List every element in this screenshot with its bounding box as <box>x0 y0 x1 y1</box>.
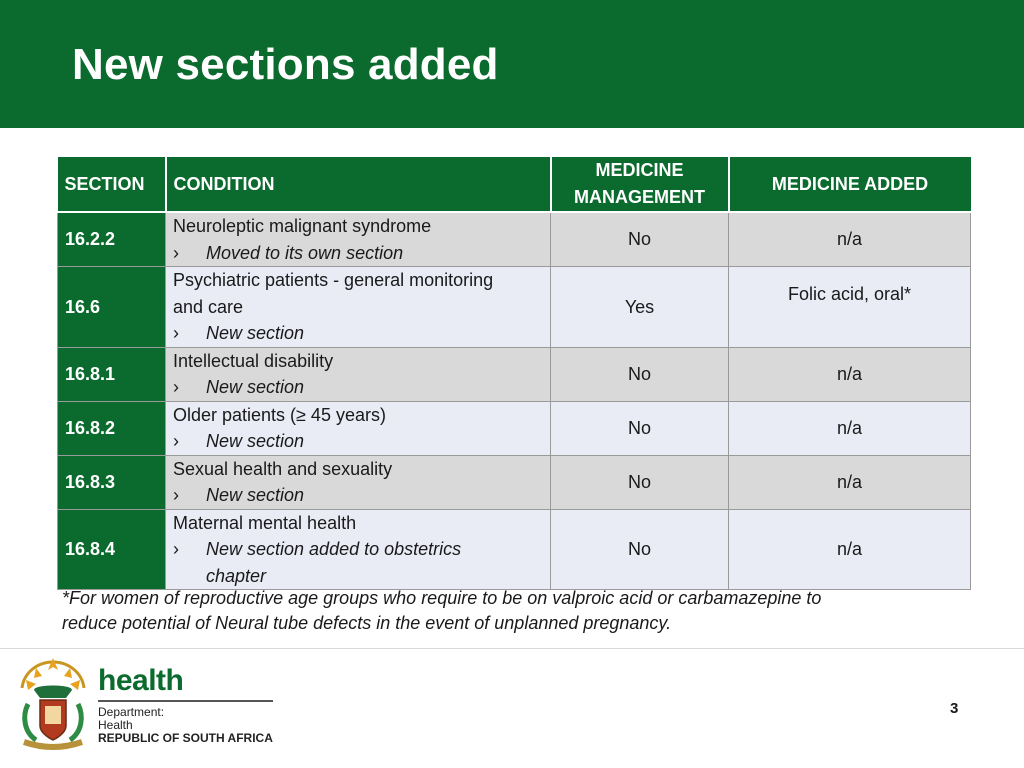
condition-title: Sexual health and sexuality <box>173 458 393 479</box>
bullet-text-line1: New section added to obstetrics <box>206 539 462 559</box>
medicine-added-cell: n/a <box>729 212 971 267</box>
condition-bullet <box>173 320 543 347</box>
condition-cell <box>166 401 551 455</box>
table-header-row <box>58 157 971 212</box>
table-row <box>58 455 971 509</box>
bullet-chevron-icon: › <box>173 431 179 451</box>
bullet-text: New section <box>206 485 305 505</box>
bullet-chevron-icon: › <box>173 242 179 263</box>
medicine-management-cell: No <box>551 401 729 455</box>
condition-cell <box>166 347 551 401</box>
condition-title: Neuroleptic malignant syndrome <box>173 216 432 236</box>
bullet-chevron-icon: › <box>173 539 179 559</box>
header-medicine-management <box>551 157 729 212</box>
medicine-management-cell: No <box>551 347 729 401</box>
condition-title: Maternal mental health <box>173 512 357 533</box>
page-number: 3 <box>950 700 959 717</box>
medicine-added-cell: n/a <box>729 455 971 509</box>
section-cell: 16.8.1 <box>58 347 166 401</box>
medicine-added-cell: n/a <box>729 401 971 455</box>
medicine-added-cell: n/a <box>729 509 971 590</box>
bullet-text-line2: chapter <box>206 565 267 586</box>
section-cell: 16.2.2 <box>58 212 166 267</box>
medicine-added-cell: Folic acid, oral* <box>729 267 971 348</box>
slide-title: New sections added <box>72 40 499 89</box>
footnote <box>62 586 942 636</box>
table-row <box>58 347 971 401</box>
footnote-line2: reduce potential of Neural tube defects in the event of unplanned pregnancy. <box>62 613 672 633</box>
bullet-text: New section <box>206 377 305 397</box>
condition-title-line2: and care <box>173 296 244 317</box>
header-section: SECTION <box>58 157 166 212</box>
department-label <box>98 706 273 745</box>
bullet-text: New section <box>206 323 305 343</box>
condition-bullet <box>173 428 543 455</box>
sections-table <box>57 157 971 590</box>
bullet-text: Moved to its own section <box>206 242 404 263</box>
slide-header <box>0 0 1024 128</box>
bullet-text: New section <box>206 431 305 451</box>
bullet-chevron-icon: › <box>173 377 179 397</box>
footnote-line1: *For women of reproductive age groups who require to be on valproic acid or carbamazepine to <box>62 588 822 608</box>
condition-bullet <box>173 482 543 509</box>
bullet-chevron-icon: › <box>173 485 179 505</box>
medicine-management-cell: No <box>551 509 729 590</box>
condition-cell <box>166 455 551 509</box>
section-cell: 16.6 <box>58 267 166 348</box>
medicine-management-cell: Yes <box>551 267 729 348</box>
dept-line1: Department: <box>98 705 165 719</box>
condition-cell <box>166 267 551 348</box>
medicine-added-cell: n/a <box>729 347 971 401</box>
dept-line3: REPUBLIC OF SOUTH AFRICA <box>98 731 273 745</box>
condition-bullet <box>173 240 543 267</box>
medicine-management-cell: No <box>551 212 729 267</box>
coat-of-arms-icon <box>14 654 92 754</box>
header-condition: CONDITION <box>166 157 551 212</box>
section-cell: 16.8.4 <box>58 509 166 590</box>
condition-title: Intellectual disability <box>173 350 334 371</box>
header-medicine-management-line2: MANAGEMENT <box>574 187 705 207</box>
dept-line2: Health <box>98 718 133 732</box>
condition-bullet <box>173 536 543 589</box>
brand-rule <box>98 700 273 702</box>
header-medicine-management-line1: MEDICINE <box>595 160 684 180</box>
condition-title: Older patients (≥ 45 years) <box>173 404 386 425</box>
condition-bullet <box>173 374 543 401</box>
table-row <box>58 509 971 590</box>
bullet-chevron-icon: › <box>173 323 179 343</box>
condition-cell <box>166 212 551 267</box>
footer-divider <box>0 648 1024 649</box>
section-cell: 16.8.3 <box>58 455 166 509</box>
condition-title-line1: Psychiatric patients - general monitoring <box>173 270 494 290</box>
table-row <box>58 212 971 267</box>
table-row <box>58 401 971 455</box>
medicine-management-cell: No <box>551 455 729 509</box>
header-medicine-added: MEDICINE ADDED <box>729 157 971 212</box>
section-cell: 16.8.2 <box>58 401 166 455</box>
brand-wordmark: health <box>98 664 184 697</box>
condition-cell <box>166 509 551 590</box>
table-row <box>58 267 971 348</box>
